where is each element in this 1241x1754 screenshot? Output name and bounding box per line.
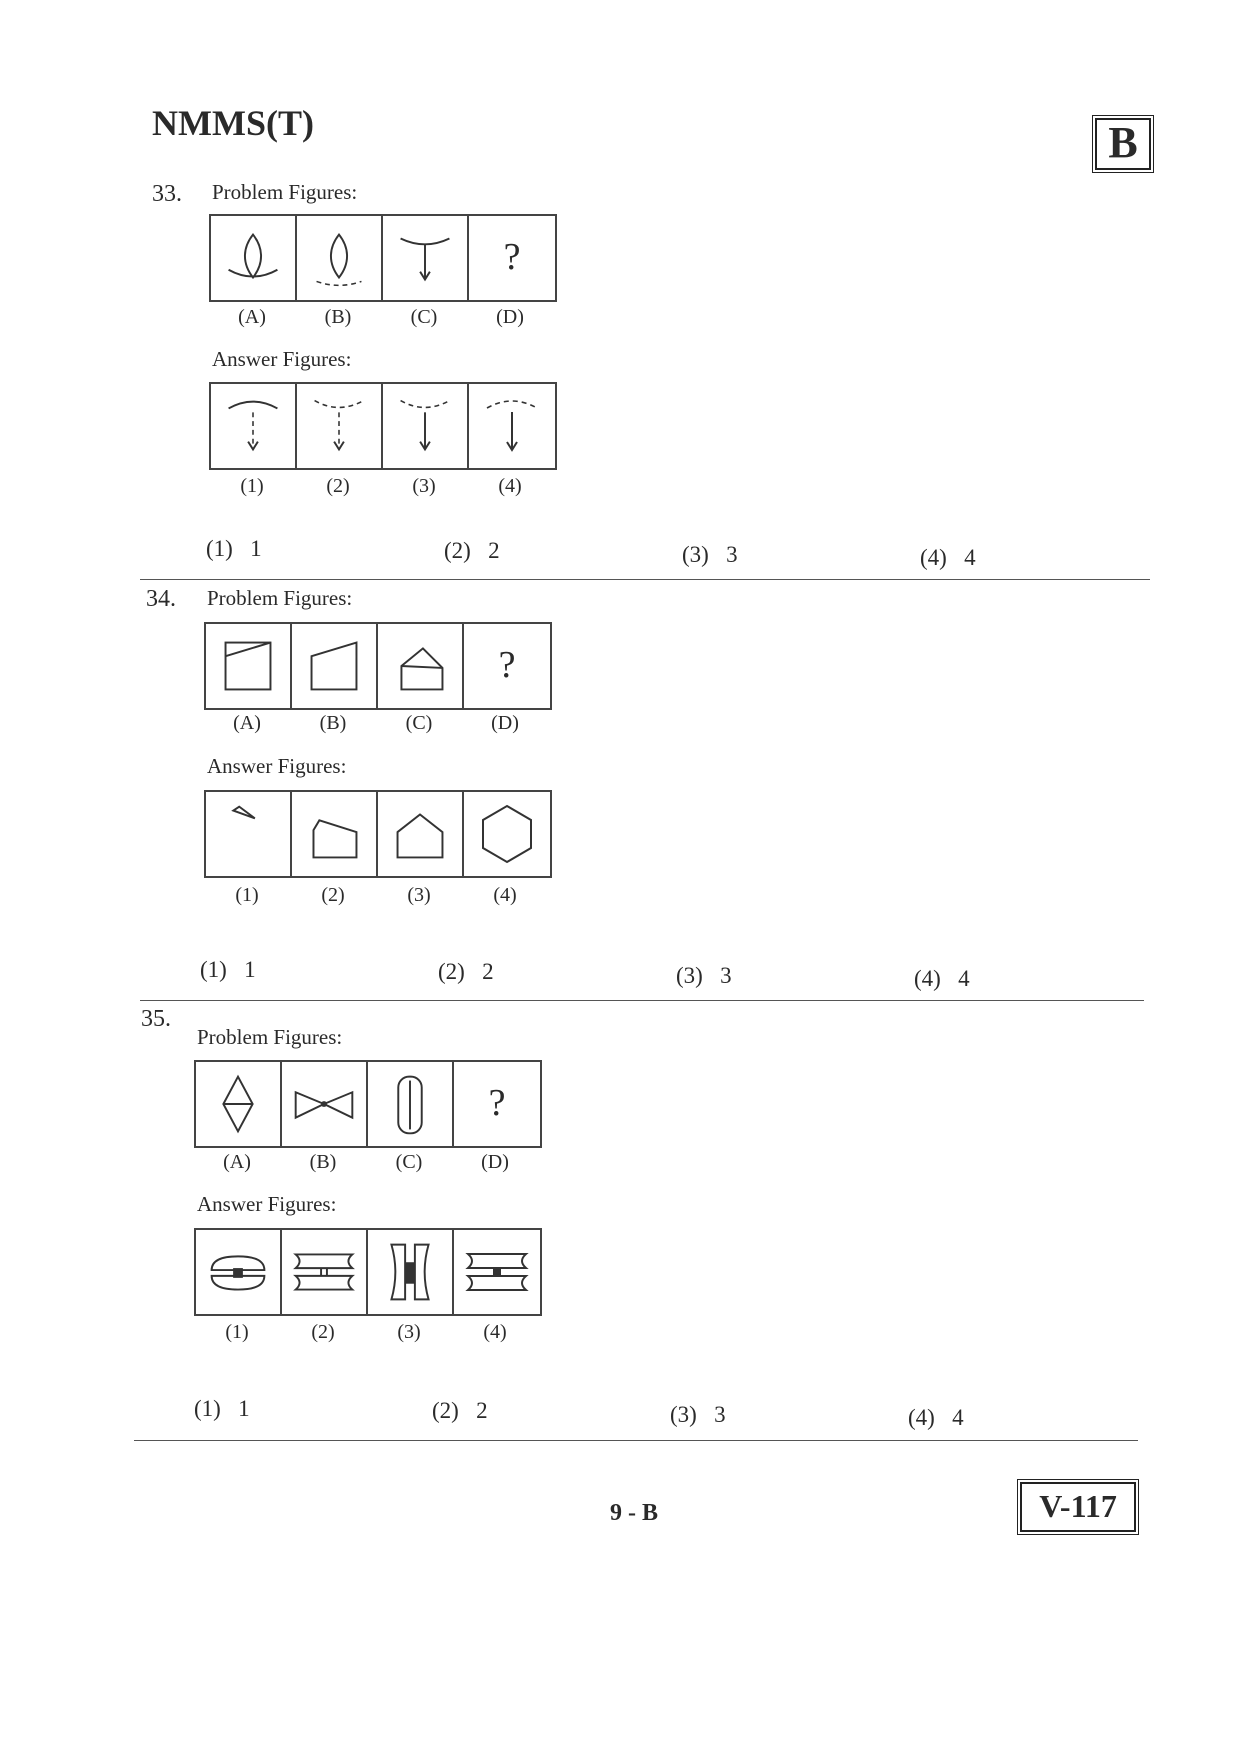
answer-figure-4[interactable]	[454, 1230, 540, 1314]
caption: (D)	[496, 306, 524, 328]
answer-figures-label: Answer Figures:	[212, 347, 352, 371]
caption: (B)	[309, 1151, 337, 1173]
problem-captions	[194, 1151, 538, 1174]
answer-figure-4[interactable]	[464, 792, 550, 876]
question-number: 33.	[152, 181, 182, 207]
problem-figures	[194, 1060, 542, 1148]
question-number: 35.	[141, 1006, 171, 1032]
caption: (C)	[405, 712, 433, 734]
problem-figures	[204, 622, 552, 710]
answer-figure-2[interactable]	[282, 1230, 368, 1314]
problem-captions	[204, 712, 548, 735]
caption: (D)	[481, 1151, 509, 1173]
answer-captions	[209, 475, 553, 498]
problem-figure-b	[297, 216, 383, 300]
answer-figure-1[interactable]	[206, 792, 292, 876]
caption: (1)	[235, 884, 259, 906]
problem-figures	[209, 214, 557, 302]
caption: (4)	[493, 884, 517, 906]
answer-figure-4[interactable]	[469, 384, 555, 468]
problem-figure-c	[383, 216, 469, 300]
answer-figure-3[interactable]	[368, 1230, 454, 1314]
caption: (3)	[397, 1321, 421, 1343]
caption: (C)	[395, 1151, 423, 1173]
question-number: 34.	[146, 586, 176, 612]
problem-figure-c	[368, 1062, 454, 1146]
problem-captions	[209, 306, 553, 329]
answer-figures-label: Answer Figures:	[207, 754, 347, 778]
paper-code-badge: V-117	[1020, 1482, 1136, 1532]
problem-figure-a	[211, 216, 297, 300]
answer-figure-2[interactable]	[297, 384, 383, 468]
answer-figure-1[interactable]	[196, 1230, 282, 1314]
answer-captions	[194, 1321, 538, 1344]
option-1[interactable]: (1) 1	[194, 1396, 250, 1421]
caption: (A)	[238, 306, 266, 328]
option-1[interactable]: (1) 1	[200, 957, 256, 982]
problem-figures-label: Problem Figures:	[207, 586, 353, 610]
answer-figures[interactable]	[209, 382, 557, 470]
caption: (C)	[410, 306, 438, 328]
problem-figure-a	[206, 624, 292, 708]
option-3[interactable]: (3) 3	[670, 1402, 726, 1427]
problem-figure-c	[378, 624, 464, 708]
problem-figure-b	[282, 1062, 368, 1146]
divider	[134, 1440, 1138, 1441]
problem-figure-d-unknown: ?	[503, 236, 521, 278]
set-code-badge: B	[1095, 118, 1151, 170]
option-2[interactable]: (2) 2	[438, 959, 494, 984]
problem-figure-b	[292, 624, 378, 708]
answer-figures[interactable]	[204, 790, 552, 878]
option-1[interactable]: (1) 1	[206, 536, 262, 561]
problem-figure-a	[196, 1062, 282, 1146]
option-4[interactable]: (4) 4	[914, 966, 970, 991]
answer-figure-2[interactable]	[292, 792, 378, 876]
caption: (2)	[311, 1321, 335, 1343]
option-4[interactable]: (4) 4	[908, 1405, 964, 1430]
caption: (A)	[233, 712, 261, 734]
caption: (3)	[407, 884, 431, 906]
caption: (B)	[324, 306, 352, 328]
caption: (D)	[491, 712, 519, 734]
caption: (2)	[321, 884, 345, 906]
option-2[interactable]: (2) 2	[444, 538, 500, 563]
divider	[140, 1000, 1144, 1001]
answer-figures[interactable]	[194, 1228, 542, 1316]
problem-figure-d-unknown: ?	[498, 644, 516, 686]
exam-title: NMMS(T)	[152, 103, 314, 143]
problem-figures-label: Problem Figures:	[197, 1025, 343, 1049]
caption: (1)	[225, 1321, 249, 1343]
answer-figure-1[interactable]	[211, 384, 297, 468]
option-3[interactable]: (3) 3	[676, 963, 732, 988]
caption: (4)	[498, 475, 522, 497]
caption: (A)	[223, 1151, 251, 1173]
answer-figure-3[interactable]	[378, 792, 464, 876]
answer-captions	[204, 884, 548, 907]
option-2[interactable]: (2) 2	[432, 1398, 488, 1423]
caption: (4)	[483, 1321, 507, 1343]
option-4[interactable]: (4) 4	[920, 545, 976, 570]
page-number: 9 - B	[610, 1500, 658, 1526]
caption: (2)	[326, 475, 350, 497]
answer-figures-label: Answer Figures:	[197, 1192, 337, 1216]
caption: (3)	[412, 475, 436, 497]
answer-figure-3[interactable]	[383, 384, 469, 468]
divider	[140, 579, 1150, 580]
caption: (B)	[319, 712, 347, 734]
problem-figures-label: Problem Figures:	[212, 180, 358, 204]
caption: (1)	[240, 475, 264, 497]
problem-figure-d-unknown: ?	[488, 1082, 506, 1124]
option-3[interactable]: (3) 3	[682, 542, 738, 567]
